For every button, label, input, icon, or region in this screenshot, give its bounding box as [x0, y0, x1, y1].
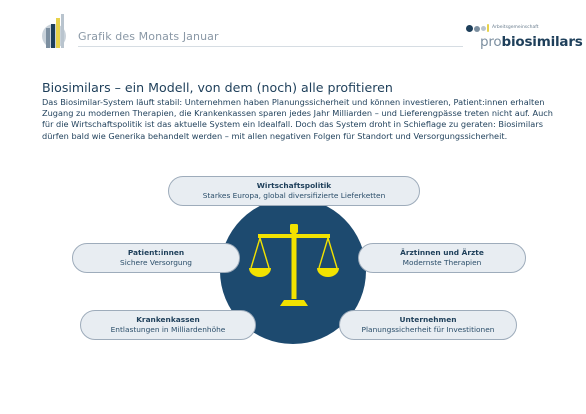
node-title: Unternehmen: [399, 315, 457, 324]
node-patientinnen: [72, 243, 240, 273]
header-divider: [78, 46, 463, 47]
grafik-des-monats-logo-icon: [42, 14, 70, 50]
brand-dot: [474, 26, 480, 32]
brand-dot: [487, 24, 489, 32]
intro-paragraph: Das Biosimilar-System läuft stabil: Unternehmen haben Planungssicherheit und können investieren, Patient:innen erhalten Zugang zu modernen Therapien, die Krankenkassen sparen jedes Jahr Milliarden – und Lieferengpässe treten nicht auf. Auch für die Wirtschaftspolitik ist das aktuelle System ein Idealfall. Doch das System droht in Schieflage zu geraten: Biosimilars dürfen bald wie Generika behandelt werden – mit allen negativen Folgen für Standort und Versorgungssicherheit.: [42, 97, 553, 141]
node-title: Patient:innen: [127, 248, 185, 257]
node-title: Krankenkassen: [136, 315, 200, 324]
brand-name: [480, 34, 583, 50]
node-title: Ärztinnen und Ärzte: [400, 248, 484, 257]
node-unternehmen: [339, 310, 517, 340]
balance-scale-icon: [248, 222, 340, 314]
node-subtitle: Sichere Versorgung: [120, 258, 192, 267]
page-title: Biosimilars – ein Modell, von dem (noch) alle profitieren: [42, 80, 393, 95]
node-subtitle: Planungssicherheit für Investitionen: [361, 325, 495, 334]
node-wirtschaftspolitik: [168, 176, 420, 206]
brand-dot: [466, 25, 473, 32]
brand-logo: [466, 18, 583, 52]
header-title: Grafik des Monats Januar: [78, 30, 219, 43]
node-subtitle: Modernste Therapien: [402, 258, 482, 267]
brand-subtitle: Arbeitsgemeinschaft: [492, 25, 539, 30]
node-subtitle: Starkes Europa, global diversifizierte Lieferketten: [202, 191, 386, 200]
brand-dot: [481, 26, 486, 31]
brand-name-prefix: pro: [480, 34, 502, 50]
brand-name-main: biosimilars: [501, 34, 583, 50]
node-krankenkassen: [80, 310, 256, 340]
node-subtitle: Entlastungen in Milliardenhöhe: [110, 325, 226, 334]
node-aerztinnen-und-aerzte: [358, 243, 526, 273]
node-title: Wirtschaftspolitik: [256, 181, 332, 190]
